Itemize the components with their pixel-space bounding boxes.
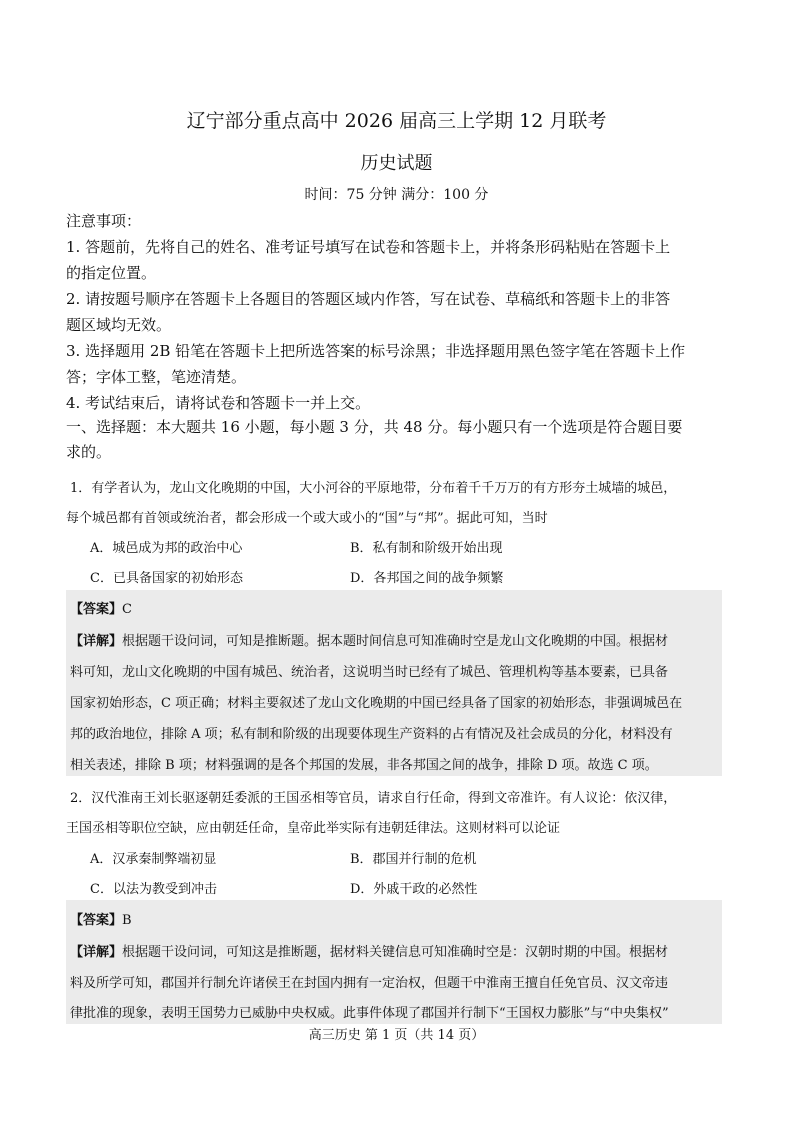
q2-option-a: A．汉承秦制弊端初显: [90, 852, 217, 867]
q2-stem: 王国丞相等职位空缺，应由朝廷任命，皇帝此举实际有违朝廷律法。这则材料可以论证: [66, 821, 561, 836]
notice-line: 4. 考试结束后，请将试卷和答题卡一并上交。: [66, 394, 371, 412]
q1-detail: 国家初始形态，C 项正确；材料主要叙述了龙山文化晚期的中国已经具备了国家的初始形态，非强调城邑在: [70, 696, 683, 711]
q2-detail: [70, 941, 668, 960]
notice-line: 2. 请按题号顺序在答题卡上各题目的答题区域内作答，写在试卷、草稿纸和答题卡上的非答: [66, 290, 671, 308]
page-footer: 高三历史 第 1 页（共 14 页）: [308, 1028, 485, 1043]
q1-option-b: B．私有制和阶级开始出现: [350, 541, 503, 556]
notice-line: 题区域均无效。: [66, 316, 172, 334]
q2-answer: [70, 909, 132, 928]
q1-option-d: D．各邦国之间的战争频繁: [350, 571, 504, 586]
q2-stem: 2．汉代淮南王刘长驱逐朝廷委派的王国丞相等官员，请求自行任命，得到文帝准许。有人议论：依汉律，: [70, 791, 677, 806]
subject-title: 历史试题: [360, 153, 433, 174]
q2-option-d: D．外戚干政的必然性: [350, 882, 478, 897]
q2-option-c: C．以法为教受到冲击: [90, 882, 217, 897]
detail-text: 根据题干设问词，可知这是推断题，据材料关键信息可知准确时空是：汉朝时期的中国。根据材: [122, 945, 669, 960]
answer-value: C: [122, 602, 132, 617]
q1-detail: 相关表述，排除 B 项；材料强调的是各个邦国的发展，非各邦国之间的战争，排除 D 项。故选 C 项。: [70, 758, 658, 773]
q2-detail: 律批准的现象，表明王国势力已威胁中央权威。此事件体现了郡国并行制下“王国权力膨胀”与“中央集权”: [70, 1006, 669, 1021]
notice-line: 3. 选择题用 2B 铅笔在答题卡上把所选答案的标号涂黑；非选择题用黑色签字笔在答题卡上作: [66, 342, 686, 360]
q1-option-a: A．城邑成为邦的政治中心: [90, 541, 243, 556]
section-heading-cont: 求的。: [66, 443, 112, 461]
q1-stem: 1．有学者认为，龙山文化晚期的中国，大小河谷的平原地带，分布着千千万万的有方形夯土城墙的城邑，: [70, 481, 677, 496]
q1-detail: [70, 630, 668, 649]
exam-title: 辽宁部分重点高中 2026 届高三上学期 12 月联考: [186, 110, 607, 132]
q2-option-b: B．郡国并行制的危机: [350, 852, 477, 867]
detail-text: 根据题干设问词，可知是推断题。据本题时间信息可知准确时空是龙山文化晚期的中国。根据材: [122, 634, 669, 649]
q1-answer-block: [66, 590, 722, 776]
q1-detail: 料可知，龙山文化晚期的中国有城邑、统治者，这说明当时已经有了城邑、管理机构等基本要素，已具备: [70, 665, 669, 680]
q1-answer: [70, 598, 132, 617]
notice-line: 1. 答题前，先将自己的姓名、准考证号填写在试卷和答题卡上，并将条形码粘贴在答题卡上: [66, 238, 671, 256]
answer-tag: 【答案】: [70, 913, 123, 928]
notice-line: 的指定位置。: [66, 264, 157, 282]
detail-tag: 【详解】: [70, 634, 123, 649]
notice-line: 答；字体工整，笔迹清楚。: [66, 368, 247, 386]
notice-heading: 注意事项：: [66, 212, 142, 230]
answer-value: B: [122, 913, 132, 928]
section-heading: 一、选择题：本大题共 16 小题，每小题 3 分，共 48 分。每小题只有一个选项是符合题目要: [66, 418, 683, 436]
q2-detail: 料及所学可知，郡国并行制允许诸侯王在封国内拥有一定治权，但题干中淮南王擅自任免官员、汉文帝违: [70, 976, 669, 991]
answer-tag: 【答案】: [70, 602, 123, 617]
q1-option-c: C．已具备国家的初始形态: [90, 571, 243, 586]
q1-detail: 邦的政治地位，排除 A 项；私有制和阶级的出现要体现生产资料的占有情况及社会成员的分化，材料没有: [70, 727, 673, 742]
exam-meta: 时间：75 分钟 满分：100 分: [304, 187, 489, 203]
detail-tag: 【详解】: [70, 945, 123, 960]
q1-stem: 每个城邑都有首领或统治者，都会形成一个或大或小的“国”与“邦”。据此可知，当时: [66, 511, 548, 526]
